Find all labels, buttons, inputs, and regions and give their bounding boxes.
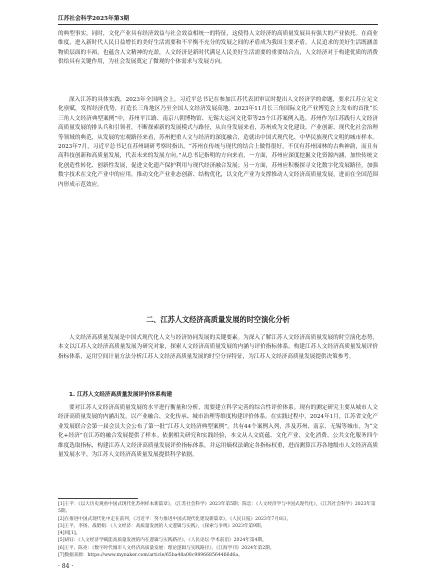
footnote-item: [4]同[1]。 [58, 531, 81, 537]
running-header: 江苏社会科学2025年第3期 [58, 16, 130, 22]
header-rule [58, 24, 378, 25]
section-title: 二、江苏人文经济高质量发展的时空演化分析 [146, 315, 290, 324]
body-paragraph-4: 要对江苏人文经济高质量发展的水平进行衡量和分析，需要建立科学完善的综合性评价体系。现有的测定研究主要从城市人文经济高质量发展的内涵出发，以产业融合、文化传承、城市治理等维度构建评价体系。在实践过程中，2024年1月，江苏省文化产业发展联合会第一届会员大会公布了第一批“江苏人文经济典型案例”，共有44个案例入列，涉及苏州、南京、无锡等城市，为“文化+经济”在江苏的融合发展提供了样本。依据相关研究和实践经验，本文从人文底蕴、文化产业、文化消费、公共文化服务四个维度选取指标，构建江苏人文经济高质量发展评价指标体系，并运用熵权法确定各指标权重，进而测算江苏各地级市人文经济高质量发展水平，为江苏人文经济高质量发展提供科学依据。 [58, 405, 378, 459]
footnotes-list [58, 501, 378, 559]
footnote-item: [3]王平、李扬、战昭娟：《人文经济：高质量发展的人文逻辑与实践》，《探索与争鸣》2023年第9期。 [58, 523, 266, 529]
body-paragraph-3: 人文经济高质量发展是中国式现代化人文与经济协同发展的关键要素。为深入了解江苏人文经济高质量发展的时空演化态势，本文以江苏人文经济高质量发展为研究对象，探索人文经济高质量发展的内涵与评价指标体系，构建江苏人文经济高质量发展评价指标体系，运用空间计量方法分析江苏人文经济高质量发展的时空分异特征，为江苏人文经济高质量发展提供决策参考。 [58, 335, 378, 360]
footnote-item: [1]王平：《以大历史观看中国式现代化苏州样本新篇章》，《江苏社会科学》2023年第5期；陈忠：《人文经济学与中国式现代化》，《江苏社会科学》2023年第5期。 [58, 502, 376, 515]
body-paragraph-1: 的典型事实。同时，文化产业具有经济效益与社会效益相统一的特征，这使得人文经济的高质量发展具有强大的产业依托。在商业维度，进入新时代人民日益增长的美好生活需要和不平衡不充分的发展之间的矛盾成为我国主要矛盾。人民追求的美好生活既涵盖物质层面的丰裕，也蕴含人文精神的充盈，人文经济是新时代满足人民美好生活需要的重要结合点，人文经济对于构建优质的消费供给具有关键作用，为社会发展奠定了微观的个体需求与发展方向。 [58, 31, 378, 66]
footnote-item: [7]数据来源：https://www.mynaker.com/article/65ba48a08c989668564466d6a。 [58, 553, 243, 559]
footnote-rule [58, 498, 138, 499]
subsection-title: 1. 江苏人文经济高质量发展评价体系构建 [69, 392, 173, 398]
page-number: · 84 · [58, 563, 74, 570]
footnote-item: [2]在推进中国式现代化中走在前列，《习近平：努力推进中国式现代化建设新篇章》，《人民日报》2023年7月8日。 [58, 516, 292, 522]
footnote-item: [5]胡钰：《人文经济学赋能高质量发展的内在逻辑与实践路径》，《人民论坛·学术前沿》2024年第4期。 [58, 538, 267, 544]
body-paragraph-2: 深入江苏的具体实践，2023年全国两会上，习近平总书记在参加江苏代表团审议时提出人文经济学的命题，要求江苏立足文化禀赋，发挥经济优势，打造长三角地区乃至全国人文经济发展高地。2023年11月长三角国际文化产业博览会上发布的首批“长三角人文经济典型案例”中，苏州平江路、南京八朝博物馆、无锡大运河文化带等25个江苏案例入选。苏州作为江苏践行人文经济高质量发展的排头兵和引领者，不断探索新的发展模式与路径，从自身发展来看，苏州成为文化建设、产业创新、现代化社会治理等领域的典范，从发展的宏观路径来看，苏州把重人文与经济的深度融合，造就出中国式现代化、中华民族现代文明的城市样本。2023年7月，习近平总书记在苏州调研考察时指出，“苏州在传统与现代的结合上做得很好，不仅有苏州园林的古典神韵，而且有高科技创新和高质量发展，代表未来的发展方向。”从总书记指明的方向来看，一方面，苏州应深度挖掘文化资源内涵，加快传统文化创造性转化、创新性发展，促进文化遗产保护利用与现代经济融合发展；另一方面，苏州应积极探寻文化数字化发展路径，加强数字技术在文化产业中的应用，推动文化产业业态创新、结构优化，以文化产业为支撑推动人文经济高质量发展，进而在全国范围内形成示范效应。 [58, 97, 378, 188]
footnote-item: [6]王平、陈亮：《数字时代城市人文经济高质量发展：理论逻辑与实践路径》，《江海学刊》2024年第2期。 [58, 545, 275, 551]
